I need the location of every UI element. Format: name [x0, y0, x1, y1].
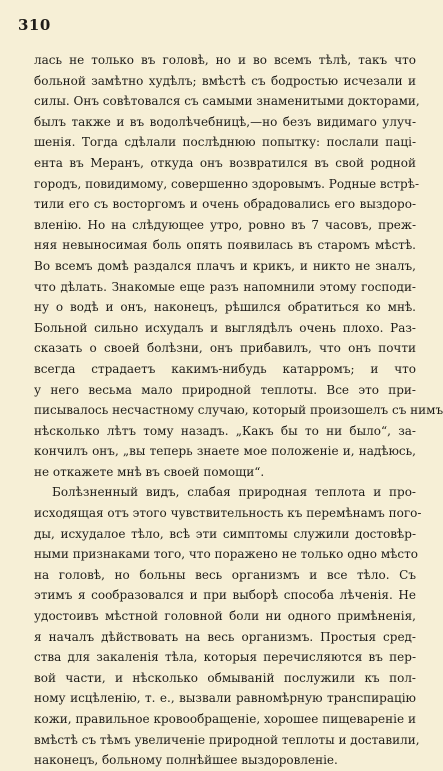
text-line: у него весьма мало природной теплоты. Все это при-: [34, 382, 416, 397]
text-line: исходящая отъ этого чувствительность къ перемѣнамъ пого-: [34, 506, 422, 521]
text-line: этимъ я сообразовался и при выборѣ способа лѣченія. Не: [34, 588, 416, 603]
text-line: ды, исхудалое тѣло, всѣ эти симптомы служили достовѣр-: [34, 526, 416, 541]
text-line: лась не только въ головѣ, но и во всемъ тѣлѣ, такъ что: [34, 53, 416, 67]
text-line: кожи, правильное кровообращеніе, хорошее пищевареніе и: [34, 712, 416, 726]
text-line: вмѣстѣ съ тѣмъ увеличеніе природной теплоты и доставили,: [34, 732, 420, 747]
text-line: няя невыносимая боль опять появилась въ старомъ мѣстѣ.: [34, 238, 416, 253]
text-line: ному исцѣленію, т. е., вызвали равномѣрную транспирацію: [34, 691, 416, 706]
body-text: [34, 50, 443, 771]
text-line: вленію. Но на слѣдующее утро, ровно въ 7 часовъ, преж-: [34, 217, 416, 232]
text-line: Больной сильно исхудалъ и выглядѣлъ очень плохо. Раз-: [34, 320, 416, 335]
page-number: 310: [18, 16, 51, 34]
text-line: силы. Онъ совѣтовался съ самыми знаменитыми докторами,: [34, 94, 420, 109]
text-line: ну о водѣ и онъ, наконецъ, рѣшился обратиться ко мнѣ.: [34, 300, 416, 315]
text-line: шенія. Тогда сдѣлали послѣднюю попытку: послали паці-: [34, 135, 416, 150]
text-line: Во всемъ домѣ раздался плачъ и крикъ, и никто не зналъ,: [34, 258, 416, 273]
text-line: не откажете мнѣ въ своей помощи“.: [34, 464, 265, 479]
text-line: на головѣ, но больны весь организмъ и все тѣло. Съ: [34, 567, 416, 582]
text-line: ными признаками того, что поражено не только одно мѣсто: [34, 547, 418, 562]
text-line: сказать о своей болѣзни, онъ прибавилъ, что онъ почти: [34, 341, 416, 356]
text-line: кончилъ онъ, „вы теперь знаете мое положеніе и, надѣюсь,: [34, 444, 416, 459]
text-line: ента въ Меранъ, откуда онъ возвратился въ свой родной: [34, 155, 416, 170]
text-line: наконецъ, больному полнѣйшее выздоровленіе.: [34, 753, 338, 768]
text-line: всегда страдаетъ какимъ-нибудь катарромъ; и что: [34, 361, 416, 376]
text-line: Болѣзненный видъ, слабая природная теплота и про-: [52, 485, 416, 500]
text-line: городъ, повидимому, совершенно здоровымъ. Родные встрѣ-: [34, 176, 420, 191]
text-line: больной замѣтно худѣлъ; вмѣстѣ съ бодростью исчезали и: [34, 73, 416, 88]
text-line: ства для закаленія тѣла, которыя перечисляются въ пер-: [34, 650, 416, 665]
text-line: вой части, и нѣсколько обмываній послужили къ пол-: [34, 670, 416, 685]
text-line: удостоивъ мѣстной головной боли ни одного примѣненія,: [34, 609, 416, 624]
text-line: былъ также и въ водолѣчебницѣ,—но безъ видимаго улуч-: [34, 114, 416, 129]
text-line: нѣсколько лѣтъ тому назадъ. „Какъ бы то ни было“, за-: [34, 423, 416, 438]
text-line: я началъ дѣйствовать на весь организмъ. Простыя сред-: [34, 629, 416, 644]
text-line: что дѣлать. Знакомые еще разъ напомнили этому господи-: [34, 279, 416, 294]
text-line: тили его съ восторгомъ и очень обрадовались его выздоро-: [34, 197, 416, 212]
text-line: писывалось несчастному случаю, который произошелъ съ нимъ: [34, 403, 443, 418]
